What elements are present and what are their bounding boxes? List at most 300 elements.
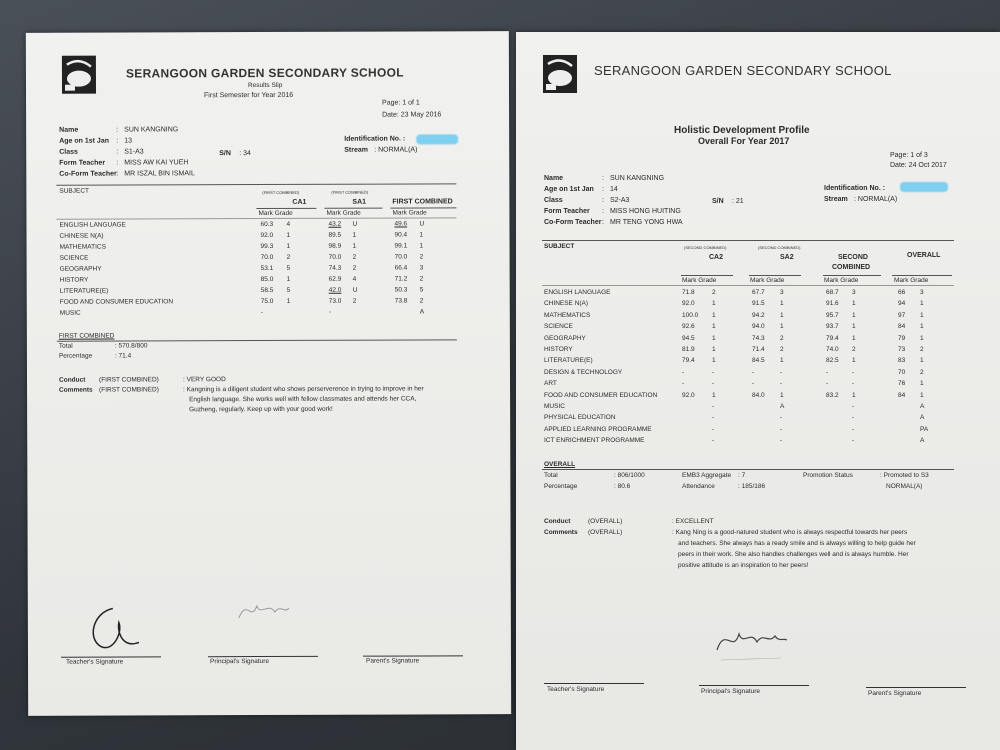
ca2-grade: 1 <box>712 334 716 342</box>
fc-mark: 73.8 <box>394 297 408 305</box>
subject-name: GEOGRAPHY <box>544 334 586 342</box>
principal-signature-icon <box>711 620 791 666</box>
summary-title: FIRST COMBINED <box>58 332 115 340</box>
sa1-grade: 2 <box>352 264 357 272</box>
overall-grade: 2 <box>920 346 924 353</box>
ca2-grade: 1 <box>712 357 716 365</box>
sc-grade: - <box>852 380 855 388</box>
conduct-label: Conduct <box>59 376 86 384</box>
sc-grade: 1 <box>852 300 856 308</box>
subject-name: ART <box>544 380 557 388</box>
info-colon: : <box>116 170 119 178</box>
info-colon: : <box>116 126 119 134</box>
sa2-grade: 3 <box>780 289 784 296</box>
mark-grade-fc: Mark Grade <box>392 209 427 217</box>
table-row <box>516 289 1000 300</box>
table-row <box>516 369 1000 380</box>
sc-grade: - <box>852 403 855 410</box>
sn-value: : 21 <box>732 198 744 205</box>
ca1-grade: 2 <box>286 253 291 261</box>
subject-name: MUSIC <box>544 403 565 410</box>
sa2-mark: - <box>752 380 755 388</box>
sa2-mark: 94.0 <box>752 323 765 331</box>
info-value: SUN KANGNING <box>124 126 179 134</box>
sa2-grade: - <box>780 425 783 433</box>
comments-label: Comments <box>544 529 578 536</box>
subject-name: CHINESE N(A) <box>544 300 589 308</box>
principal-signature-label: Principal's Signature <box>209 657 270 666</box>
sa2-grade: - <box>780 368 783 376</box>
ca2-mark: 92.0 <box>682 300 695 308</box>
overall-grade: 2 <box>920 368 924 376</box>
ca2-grade: 1 <box>712 300 716 308</box>
info-colon: : <box>602 219 604 226</box>
table-row <box>516 426 1000 437</box>
conduct-value: : VERY GOOD <box>183 376 226 384</box>
ca1-small-label: (FIRST COMBINED) <box>262 189 300 196</box>
ca1-grade: 5 <box>286 286 291 294</box>
info-colon: : <box>602 186 604 193</box>
mark-grade-ca1: Mark Grade <box>258 209 293 218</box>
table-row <box>516 335 1000 346</box>
sc-mark: 93.7 <box>826 323 839 331</box>
sc-grade: 1 <box>852 357 856 365</box>
ca2-grade: - <box>712 380 715 388</box>
promotion-stream: NORMAL(A) <box>886 483 923 490</box>
table-row <box>516 323 1000 334</box>
overall-mark: 83 <box>898 357 906 365</box>
ca2-grade: 1 <box>712 311 716 319</box>
comment-line: : Kang Ning is a good-natured student who is always respectful towards her peers <box>672 529 908 536</box>
stream-label: Stream <box>824 196 848 203</box>
overall-grade: 3 <box>920 289 924 296</box>
sc-mark: 82.5 <box>826 357 839 365</box>
divider <box>542 240 954 241</box>
table-row <box>516 392 1000 403</box>
col-ca1: CA1 <box>292 198 307 206</box>
subject-name: DESIGN & TECHNOLOGY <box>544 368 623 376</box>
overall-mark: 70 <box>898 368 906 376</box>
sa1-mark: - <box>328 308 331 316</box>
teacher-signature-label: Teacher's Signature <box>65 658 124 666</box>
sc-mark: - <box>826 380 829 388</box>
subject-name: ICT ENRICHMENT PROGRAMME <box>544 437 645 445</box>
teacher-signature-label: Teacher's Signature <box>547 686 605 693</box>
sa1-mark: 74.3 <box>328 264 342 272</box>
sa2-grade: 1 <box>780 323 784 331</box>
overall-grade: 1 <box>920 311 924 319</box>
sa2-grade: - <box>780 380 783 388</box>
stream-label: Stream <box>344 146 368 154</box>
overall-mark: 84 <box>898 323 906 331</box>
comment-line: positive attitude is an inspiration to her peers! <box>678 562 809 569</box>
sa1-mark: 70.0 <box>328 253 342 261</box>
info-label: Class <box>59 148 78 156</box>
fc-grade: 2 <box>419 297 424 305</box>
sc-grade: 1 <box>852 323 856 331</box>
overall-grade: 1 <box>920 391 924 399</box>
subject-name: FOOD AND CONSUMER EDUCATION <box>544 391 658 399</box>
sa2-mark: 94.2 <box>752 311 765 319</box>
subject-name: ENGLISH LANGUAGE <box>544 289 611 296</box>
subject-name: HISTORY <box>544 346 573 353</box>
sa2-grade: 1 <box>780 357 784 365</box>
ca1-grade: 4 <box>286 220 291 228</box>
fc-mark: 50.3 <box>394 286 408 294</box>
mark-grade-sa1: Mark Grade <box>326 209 361 217</box>
page-number: Page: 1 of 3 <box>890 152 928 159</box>
ca2-grade: 2 <box>712 289 716 296</box>
ca1-grade: 1 <box>286 231 291 239</box>
ca2-mark: 79.4 <box>682 357 695 365</box>
sc-grade: 1 <box>852 334 856 342</box>
sa2-mark: 67.7 <box>752 289 765 296</box>
info-value: 13 <box>124 137 132 145</box>
sa1-grade: 1 <box>352 242 357 250</box>
overall-grade: 1 <box>920 323 924 331</box>
summary-title: OVERALL <box>544 461 576 468</box>
ca2-grade: - <box>712 403 715 410</box>
total-value: : 570.8/800 <box>114 342 148 350</box>
ca2-grade: - <box>712 368 715 376</box>
attendance-value: : 185/186 <box>738 483 766 490</box>
comment-line: : Kangning is a diligent student who shows perserverence in trying to improve in her <box>183 385 424 394</box>
info-value: MISS HONG HUITING <box>610 208 681 215</box>
percentage-label: Percentage <box>58 352 93 360</box>
signature-line <box>866 687 966 688</box>
fc-grade: 1 <box>419 231 424 239</box>
fc-mark: 71.2 <box>394 275 408 283</box>
sa1-grade: U <box>352 286 358 294</box>
sa1-grade: U <box>352 220 358 228</box>
ca1-mark: 92.0 <box>260 231 274 240</box>
doc-title: Results Slip <box>247 81 283 90</box>
sa2-grade: 1 <box>780 311 784 319</box>
sc-grade: - <box>852 425 855 433</box>
ca1-mark: 85.0 <box>260 275 274 284</box>
overall-mark: 79 <box>898 334 906 342</box>
sc-grade: 2 <box>852 346 856 353</box>
info-value: MISS AW KAI YUEH <box>124 159 189 167</box>
sa2-grade: A <box>780 403 785 410</box>
ca2-mark: 71.8 <box>682 289 695 296</box>
mark-grade-overall: Mark Grade <box>894 277 929 284</box>
ca1-mark: 99.3 <box>260 242 274 251</box>
promotion-value: : Promoted to S3 <box>880 472 929 479</box>
info-label: Age on 1st Jan <box>544 186 594 193</box>
divider <box>256 208 316 209</box>
doc-subtitle: Overall For Year 2017 <box>698 136 790 146</box>
table-row <box>516 380 1000 391</box>
fc-grade: U <box>419 220 425 228</box>
conduct-value: : EXCELLENT <box>672 518 714 525</box>
divider <box>57 339 457 341</box>
sn-label: S/N <box>712 198 724 205</box>
principal-signature-label: Principal's Signature <box>701 688 761 695</box>
sa2-grade: 2 <box>780 346 784 353</box>
divider <box>542 469 954 470</box>
table-row <box>516 414 1000 425</box>
overall-grade: A <box>920 403 925 410</box>
divider <box>823 275 881 276</box>
table-row <box>516 312 1000 323</box>
total-label: Total <box>544 472 558 479</box>
school-crest-icon <box>61 55 97 95</box>
sa1-grade: 4 <box>352 275 357 283</box>
subject-name: PHYSICAL EDUCATION <box>544 414 616 422</box>
info-colon: : <box>602 208 604 215</box>
sa2-small-label: (SECOND COMBINED) <box>758 245 801 250</box>
ca1-mark: 70.0 <box>260 253 274 262</box>
sa1-small-label: (FIRST COMBINED) <box>331 189 369 195</box>
subject-name: MUSIC <box>59 309 81 317</box>
info-value: S1-A3 <box>124 148 144 156</box>
info-label: Form Teacher <box>544 208 590 215</box>
divider <box>749 275 801 276</box>
fc-grade: A <box>419 308 425 316</box>
overall-mark: 66 <box>898 289 906 296</box>
comment-line: English language. She works well with fellow classmates and attends her CCA, <box>189 395 417 404</box>
ca2-small-label: (SECOND COMBINED) <box>684 245 727 250</box>
table-row <box>516 346 1000 357</box>
sa1-mark: 62.9 <box>328 275 342 283</box>
ca1-grade: 5 <box>286 264 291 272</box>
sc-grade: 1 <box>852 391 856 399</box>
date: Date: 23 May 2016 <box>382 111 442 119</box>
sc-mark: 83.2 <box>826 391 839 399</box>
sa2-mark: 71.4 <box>752 346 765 353</box>
col-first-combined: FIRST COMBINED <box>392 198 453 206</box>
ca1-mark: 53.1 <box>260 264 274 273</box>
info-label: Class <box>544 197 563 204</box>
col-second: SECOND <box>838 254 868 261</box>
stream-value: : NORMAL(A) <box>854 196 898 203</box>
info-value: MR ISZAL BIN ISMAIL <box>124 170 195 178</box>
ca1-mark: 58.5 <box>260 286 274 295</box>
ca2-mark: 81.9 <box>682 346 695 353</box>
info-value: 14 <box>610 186 618 193</box>
sc-grade: - <box>852 414 855 422</box>
ca2-grade: 1 <box>712 323 716 331</box>
comment-line: Guzheng, regularly. Keep up with your good work! <box>189 405 333 414</box>
ca2-mark: - <box>682 380 685 388</box>
sa1-grade: 2 <box>352 253 357 261</box>
percentage-value: : 80.6 <box>614 483 631 490</box>
redaction-mark <box>900 182 948 192</box>
overall-mark: 84 <box>898 391 906 399</box>
ca1-mark: - <box>260 309 263 317</box>
sa1-mark: 73.0 <box>328 297 342 305</box>
ca2-mark: 92.6 <box>682 323 695 331</box>
ca2-mark: 92.0 <box>682 391 695 399</box>
subject-name: CHINESE N(A) <box>59 232 104 240</box>
ca2-grade: - <box>712 437 715 445</box>
subject-name: MATHEMATICS <box>544 311 591 319</box>
divider <box>892 275 952 276</box>
info-colon: : <box>116 148 119 156</box>
sa2-mark: 84.5 <box>752 357 765 365</box>
subject-name: APPLIED LEARNING PROGRAMME <box>544 425 652 433</box>
ca2-grade: 1 <box>712 391 716 399</box>
subject-name: SCIENCE <box>59 254 89 262</box>
signature-line <box>208 656 318 657</box>
comments-sub: (FIRST COMBINED) <box>99 386 159 394</box>
sa2-mark: 91.5 <box>752 300 765 308</box>
principal-signature-icon <box>233 592 293 632</box>
info-label: Name <box>544 175 564 182</box>
divider <box>542 285 954 286</box>
fc-grade: 1 <box>419 242 424 250</box>
sa1-mark: 43.2 <box>328 220 342 228</box>
sc-mark: 95.7 <box>826 311 839 319</box>
fc-mark: 90.4 <box>394 231 408 239</box>
overall-grade: 1 <box>920 357 924 365</box>
sa2-grade: 1 <box>780 391 784 399</box>
parent-signature-label: Parent's Signature <box>868 690 922 697</box>
overall-grade: 1 <box>920 334 924 342</box>
conduct-sub: (OVERALL) <box>588 518 623 525</box>
info-label: Age on 1st Jan <box>59 137 109 145</box>
ca2-mark: 94.5 <box>682 334 695 342</box>
subject-table <box>26 220 509 322</box>
results-slip-2016 <box>26 31 511 716</box>
info-value: MR TENG YONG HWA <box>610 219 683 226</box>
ca2-mark: 100.0 <box>682 311 699 319</box>
info-colon: : <box>602 197 604 204</box>
signature-line <box>544 683 644 684</box>
info-label: Form Teacher <box>59 159 106 167</box>
mark-grade-sa2: Mark Grade <box>750 277 785 284</box>
subject-name: SCIENCE <box>544 323 573 331</box>
col-sa1: SA1 <box>352 198 367 206</box>
sc-grade: 1 <box>852 311 856 319</box>
fc-mark: 70.0 <box>394 253 408 261</box>
info-value: S2-A3 <box>610 197 630 204</box>
holistic-development-profile-2017 <box>516 32 1000 750</box>
sa1-mark: 42.0 <box>328 286 342 294</box>
subject-header: SUBJECT <box>59 187 89 195</box>
conduct-label: Conduct <box>544 518 571 525</box>
subject-table <box>516 289 1000 449</box>
subject-name: ENGLISH LANGUAGE <box>59 221 126 229</box>
sc-grade: - <box>852 437 855 445</box>
total-value: : 806/1000 <box>614 472 645 479</box>
info-value: SUN KANGNING <box>610 175 665 182</box>
divider <box>56 183 456 185</box>
sc-mark: 79.4 <box>826 334 839 342</box>
ca2-grade: - <box>712 425 715 433</box>
teacher-signature-icon <box>83 602 143 654</box>
sc-mark: 74.0 <box>826 346 839 353</box>
divider <box>324 208 382 209</box>
fc-mark: 49.6 <box>394 220 408 228</box>
stream-value: : NORMAL(A) <box>374 146 418 154</box>
sa2-mark: 74.3 <box>752 334 765 342</box>
school-name: SERANGOON GARDEN SECONDARY SCHOOL <box>125 65 404 81</box>
percentage-value: : 71.4 <box>114 352 132 360</box>
subject-name: LITERATURE(E) <box>544 357 593 365</box>
subject-name: GEOGRAPHY <box>59 265 102 273</box>
ca1-mark: 60.3 <box>260 220 274 229</box>
redaction-mark <box>416 134 458 144</box>
col-ca2: CA2 <box>709 254 724 261</box>
doc-title: Holistic Development Profile <box>674 125 810 136</box>
subject-name: LITERATURE(E) <box>59 287 109 295</box>
divider <box>681 275 733 276</box>
date: Date: 24 Oct 2017 <box>890 162 947 169</box>
divider <box>56 217 456 219</box>
overall-grade: PA <box>920 425 929 433</box>
col-overall: OVERALL <box>907 252 941 259</box>
fc-grade: 2 <box>419 275 424 283</box>
ca1-mark: 75.0 <box>260 297 274 306</box>
overall-mark: 97 <box>898 311 906 319</box>
info-label: Co-Form Teacher <box>544 219 602 226</box>
comment-line: peers in their work. She also handles challenges well and is always humble. Her <box>678 551 909 558</box>
ca2-grade: 1 <box>712 346 716 353</box>
table-row <box>516 437 1000 448</box>
overall-grade: 1 <box>920 300 924 308</box>
col-sa2: SA2 <box>780 254 794 261</box>
sc-grade: 3 <box>852 289 856 296</box>
signature-line <box>363 655 463 656</box>
info-colon: : <box>116 137 119 145</box>
overall-grade: 1 <box>920 380 924 388</box>
divider <box>390 207 456 208</box>
mark-grade-sc: Mark Grade <box>824 277 859 284</box>
table-row <box>27 308 510 321</box>
info-label: Co-Form Teacher <box>59 170 117 178</box>
col-combined: COMBINED <box>832 264 871 271</box>
sa2-grade: 2 <box>780 334 784 342</box>
parent-signature-label: Parent's Signature <box>365 657 420 665</box>
ca2-grade: - <box>712 414 715 422</box>
emb3-value: : 7 <box>738 472 746 479</box>
subject-name: MATHEMATICS <box>59 243 106 251</box>
ca1-grade: 1 <box>286 242 291 250</box>
signature-line <box>699 685 809 686</box>
fc-grade: 5 <box>419 286 424 294</box>
table-row <box>516 357 1000 368</box>
sa2-mark: - <box>752 368 755 376</box>
page-number: Page: 1 of 1 <box>382 99 420 107</box>
semester-label: First Semester for Year 2016 <box>204 91 294 100</box>
fc-mark: 99.1 <box>394 242 408 250</box>
sa1-mark: 89.5 <box>328 231 342 239</box>
comment-line: and teachers. She always has a ready smile and is always willing to help guide her <box>678 540 916 547</box>
sa2-grade: - <box>780 437 783 445</box>
sa2-mark: 84.0 <box>752 391 765 399</box>
fc-grade: 3 <box>419 264 424 272</box>
emb3-label: EMB3 Aggregate <box>682 472 732 479</box>
sa1-grade: 2 <box>352 297 357 305</box>
percentage-label: Percentage <box>544 483 578 490</box>
sn-value: : 34 <box>239 150 251 158</box>
overall-mark: 76 <box>898 380 906 388</box>
comments-sub: (OVERALL) <box>588 529 623 536</box>
ca1-grade: 1 <box>286 275 291 283</box>
sc-grade: - <box>852 368 855 376</box>
sa1-mark: 98.9 <box>328 242 342 250</box>
info-colon: : <box>116 159 119 167</box>
ca1-grade: 1 <box>286 297 291 305</box>
attendance-label: Attendance <box>682 483 715 490</box>
school-crest-icon <box>542 54 578 94</box>
overall-mark: 94 <box>898 300 906 308</box>
signature-line <box>61 656 161 657</box>
fc-grade: 2 <box>419 253 424 261</box>
total-label: Total <box>58 342 73 350</box>
